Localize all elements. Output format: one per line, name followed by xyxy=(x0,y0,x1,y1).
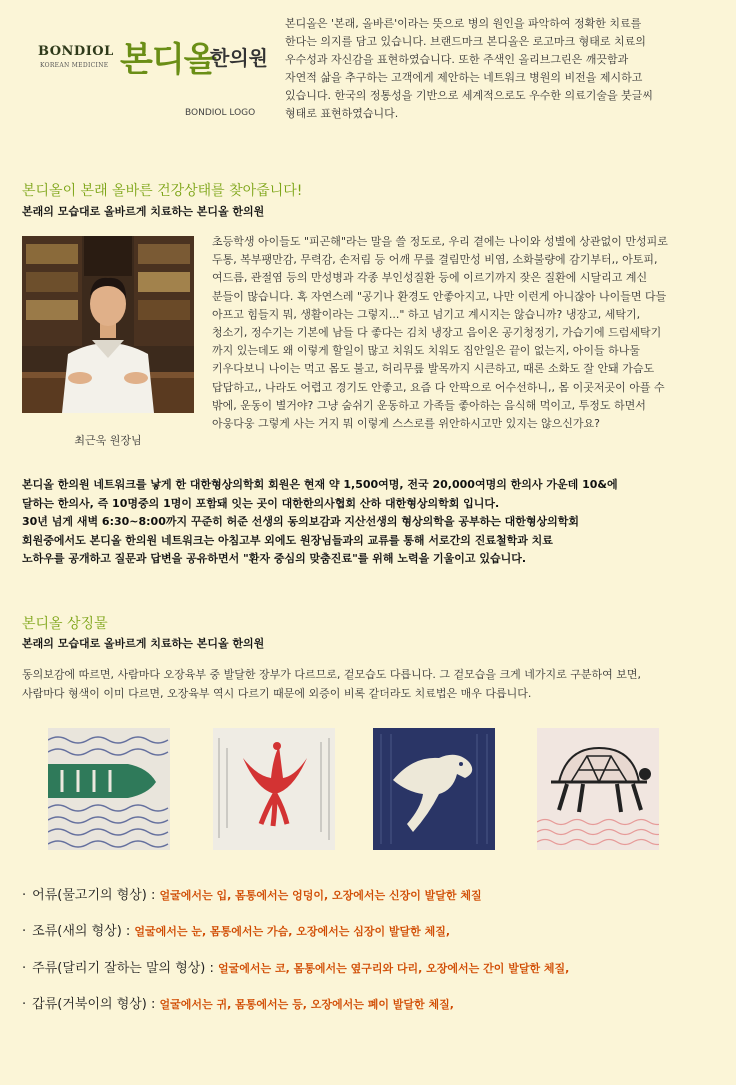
type-fish-desc: 얼굴에서는 입, 몸통에서는 엉덩이, 오장에서는 신장이 발달한 체질 xyxy=(159,889,482,902)
logo-brand-ko: 본디올 xyxy=(120,40,216,80)
section2-subtitle: 본래의 모습대로 올바르게 치료하는 본디올 한의원 xyxy=(22,637,265,650)
turtle-icon xyxy=(537,728,659,850)
logo-brand-en: BONDIOL xyxy=(38,44,114,59)
network-line: 본디올 한의원 네트워크를 낳게 한 대한형상의학회 회원은 현재 약 1,500여명, 전국 20,000여명의 한의사 가운데 10&에 xyxy=(22,478,618,491)
horse-symbol-tile xyxy=(373,728,495,850)
network-line: 달하는 한의사, 즉 10명중의 1명이 포함돼 잇는 곳이 대한한의사협회 산하 대한형상의학회 입니다. xyxy=(22,496,500,510)
symbol-desc-line: 동의보감에 따르면, 사람마다 오장육부 중 발달한 장부가 다르므로, 겉모습도 다릅니다. 그 겉모습을 크게 네가지로 구분하여 보면, xyxy=(22,668,641,681)
greeting-line: 아프고 힘들지 뭐, 생활이라는 그렇지..." 하고 넘기고 계시지는 않습니까? 냉장고, 세탁기, xyxy=(212,307,641,321)
type-horse-name: 주류(달리기 잘하는 말의 형상) : xyxy=(32,961,214,976)
type-turtle: · 갑류(거북이의 형상) : 얼굴에서는 귀, 몸통에서는 등, 오장에서는 폐이 발달한 체질, xyxy=(22,997,454,1012)
greeting-line: 밖에, 운동이 별거야? 그냥 숨쉬기 운동하고 가족들 좋아하는 음식해 먹이고, 투정도 하면서 xyxy=(212,398,646,412)
intro-line: 있습니다. 한국의 정통성을 기반으로 세계적으로도 우수한 의료기술을 붓글씨 xyxy=(285,89,654,102)
type-bird-name: 조류(새의 형상) : xyxy=(32,924,131,939)
turtle-symbol-tile xyxy=(537,728,659,850)
logo-caption: BONDIOL LOGO xyxy=(185,108,256,118)
fish-symbol-tile xyxy=(48,728,170,850)
greeting-line: 분들이 많습니다. 혹 자연스레 "공기나 환경도 안좋아지고, 나만 이런게 아니잖아 나이들면 다들 xyxy=(212,289,667,303)
logo-clinic: 한의원 xyxy=(210,46,268,70)
network-line: 회원중에서도 본디올 한의원 네트워크는 아침고부 외에도 원장님들과의 교류를 통해 서로간의 진료철학과 치료 xyxy=(22,533,553,547)
intro-line: 우수성과 자신감을 표현하였습니다. 또한 주색인 올리브그린은 깨끗함과 xyxy=(285,53,629,66)
logo-sub-en: KOREAN MEDICINE xyxy=(40,62,109,69)
brand-intro xyxy=(285,15,725,123)
symbol-desc-line: 사람마다 형색이 이미 다르면, 오장육부 역시 다르기 때문에 외증이 비록 같더라도 치료법은 매우 다릅니다. xyxy=(22,686,532,700)
type-bird: · 조류(새의 형상) : 얼굴에서는 눈, 몸통에서는 가슴, 오장에서는 심장이 발달한 체질, xyxy=(22,924,451,939)
intro-line: 형태로 표현하였습니다. xyxy=(285,107,399,120)
greeting-line: 까지 있는데도 왜 이렇게 할일이 많고 치워도 치워도 집안일은 끝이 없는지, 아이들 하나둘 xyxy=(212,344,640,358)
type-fish-name: 어류(물고기의 형상) : xyxy=(32,888,156,903)
bird-symbol-tile xyxy=(213,728,335,850)
type-turtle-name: 갑류(거북이의 형상) : xyxy=(32,997,156,1012)
greeting-line: 키우다보니 나이는 먹고 몸도 불고, 허리무릎 발목까지 시큰하고, 때론 소화도 잘 안돼 가슴도 xyxy=(212,362,655,376)
symbol-description xyxy=(22,666,726,703)
type-turtle-desc: 얼굴에서는 귀, 몸통에서는 등, 오장에서는 폐이 발달한 체질, xyxy=(159,998,454,1011)
network-line: 노하우를 공개하고 질문과 답변을 공유하면서 "환자 중심의 맞춤진료"를 위해 노력을 기울이고 있습니다. xyxy=(22,552,527,565)
type-horse: · 주류(달리기 잘하는 말의 형상) : 얼굴에서는 코, 몸통에서는 옆구리와 다리, 오장에서는 간이 발달한 체질, xyxy=(22,961,570,976)
greeting-line: 답답하고,, 나라도 어렵고 경기도 안좋고, 요즘 다 안팍으로 어수선하니,, 몸 이곳저곳이 아플 수 xyxy=(212,380,665,394)
director-photo-image xyxy=(22,236,194,413)
section1-title: 본디올이 본래 올바른 건강상태를 찾아줍니다! xyxy=(22,183,303,199)
bondiol-logo xyxy=(38,30,268,100)
fish-icon xyxy=(48,728,170,850)
director-photo xyxy=(22,236,194,413)
horse-icon xyxy=(373,728,495,850)
intro-line: 본디올은 '본래, 올바른'이라는 뜻으로 병의 원인을 파악하여 정확한 치료를 xyxy=(285,17,642,30)
network-line: 30년 넘게 새벽 6:30~8:00까지 꾸준히 허준 선생의 동의보감과 지산선생의 형상의학을 공부하는 대한형상의학회 xyxy=(22,515,580,528)
greeting-line: 여드름, 관절염 등의 만성병과 각종 부인성질환 등에 이르기까지 잦은 질환에 시달리고 계신 xyxy=(212,271,648,285)
type-horse-desc: 얼굴에서는 코, 몸통에서는 옆구리와 다리, 오장에서는 간이 발달한 체질, xyxy=(218,962,570,975)
network-paragraph xyxy=(22,476,726,569)
section1-subtitle: 본래의 모습대로 올바르게 치료하는 본디올 한의원 xyxy=(22,205,265,218)
greeting-line: 청소기, 정수기는 기본에 남들 다 좋다는 김치 냉장고 음이온 공기청정기, 가습기에 드럼세탁기 xyxy=(212,326,662,340)
greeting-line: 아웅다웅 그렇게 사는 거지 뭐 이렇게 스스로를 위안하시고만 있지는 않으신가요? xyxy=(212,417,600,431)
intro-line: 자연적 삶을 추구하는 고객에게 제안하는 네트워크 병원의 비전을 제시하고 xyxy=(285,71,643,84)
photo-caption: 최근욱 원장님 xyxy=(74,434,142,447)
greeting-line: 초등학생 아이들도 "피곤해"라는 말을 쓸 정도로, 우리 곁에는 나이와 성별에 상관없이 만성피로 xyxy=(212,235,668,248)
greeting-line: 두통, 복부팽만감, 무력감, 손저림 등 어깨 무릎 결림만성 비염, 소화불량에 감기부터,, 아토피, xyxy=(212,253,658,267)
section2-title: 본디올 상징물 xyxy=(22,616,108,632)
greeting-text xyxy=(212,233,727,433)
type-fish: · 어류(물고기의 형상) : 얼굴에서는 입, 몸통에서는 엉덩이, 오장에서는 신장이 발달한 체질 xyxy=(22,888,482,903)
type-bird-desc: 얼굴에서는 눈, 몸통에서는 가슴, 오장에서는 심장이 발달한 체질, xyxy=(134,925,451,938)
bird-icon xyxy=(213,728,335,850)
intro-line: 한다는 의지를 담고 있습니다. 브랜드마크 본디올은 로고마크 형태로 치료의 xyxy=(285,35,646,48)
